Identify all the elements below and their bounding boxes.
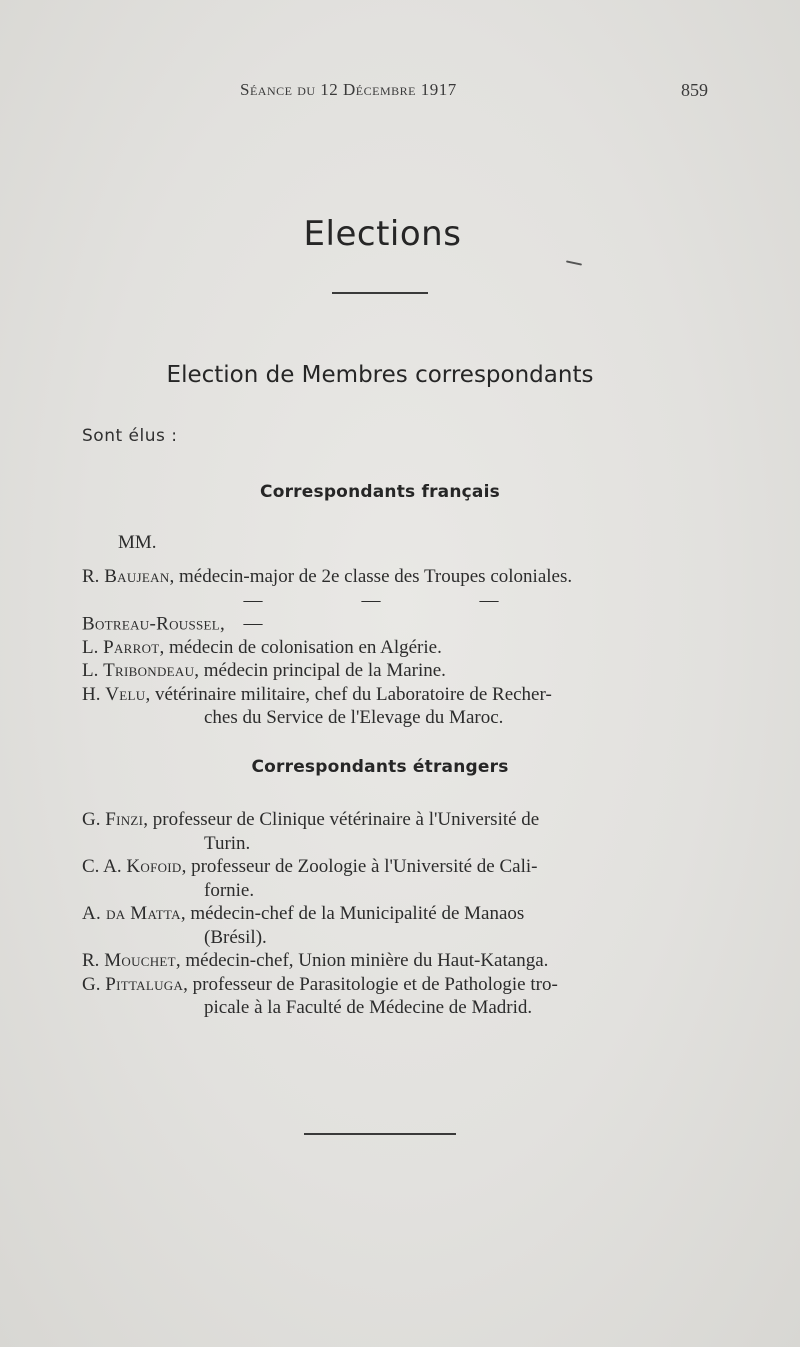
french-correspondents-heading: Correspondants français [260, 482, 500, 502]
member-name: Matta [130, 903, 181, 924]
member-description: , médecin-major de 2e classe des Troupes coloniales. [169, 566, 573, 587]
member-name: Parrot [103, 636, 160, 658]
member-name: Baujean [104, 566, 170, 587]
member-initial: R. [82, 566, 100, 587]
member-initial: L. [82, 660, 99, 681]
closing-divider [304, 1133, 456, 1135]
list-item [82, 902, 702, 949]
ditto-mark: — [243, 589, 263, 611]
ditto-marks [244, 589, 604, 636]
member-name: Pittaluga [105, 973, 184, 995]
member-name: Kofoid [126, 856, 182, 877]
list-item [82, 808, 702, 855]
section-title: Election de Membres correspondants [166, 362, 594, 388]
member-description-continued: picale à la Faculté de Médecine de Madrid. [204, 997, 533, 1018]
member-initial: G. [82, 973, 101, 995]
member-description-continued: ches du Service de l'Elevage du Maroc. [204, 707, 504, 728]
member-description: , médecin-chef, Union minière du Haut-Katanga. [175, 950, 549, 971]
member-initial: A. da [82, 903, 126, 924]
list-item [82, 636, 702, 660]
list-item [82, 589, 702, 636]
member-description: , [220, 613, 225, 634]
member-name: Finzi [105, 809, 144, 830]
member-initial: G. [82, 809, 101, 830]
member-description-continued: (Brésil). [204, 926, 267, 948]
member-description: , médecin-chef de la Municipalité de Manaos [180, 903, 525, 924]
salutation: MM. [118, 532, 157, 553]
list-item [82, 659, 702, 683]
member-name: Velu [105, 683, 146, 705]
list-item [82, 683, 702, 730]
member-name: Mouchet [104, 950, 176, 971]
running-header: Séance du 12 Décembre 1917 [240, 80, 457, 99]
member-description-continued: fornie. [204, 879, 255, 901]
member-description: , médecin principal de la Marine. [194, 660, 446, 681]
member-initial: H. [82, 683, 101, 705]
ditto-mark: — [243, 613, 263, 634]
member-name: Botreau-Roussel [82, 613, 221, 634]
french-correspondents-list [82, 565, 702, 730]
page-number: 859 [681, 80, 708, 100]
list-item [82, 565, 702, 589]
member-initial: C. A. [82, 856, 122, 877]
ditto-mark: — [361, 589, 381, 611]
list-item [82, 973, 702, 1020]
member-initial: R. [82, 950, 100, 971]
foreign-correspondents-list [82, 808, 702, 1020]
member-description-continued: Turin. [204, 832, 251, 854]
ink-speck [566, 260, 582, 265]
member-description: , médecin de colonisation en Algérie. [159, 636, 442, 658]
member-initial: L. [82, 636, 99, 658]
list-item [82, 855, 702, 902]
member-description: , vétérinaire militaire, chef du Laboratoire de Recher- [145, 683, 552, 705]
member-description: , professeur de Parasitologie et de Pathologie tro- [183, 973, 558, 995]
member-name: Tribondeau [103, 660, 195, 681]
member-description: , professeur de Zoologie à l'Université de Cali- [181, 856, 538, 877]
page-title: Elections [303, 214, 462, 254]
ditto-mark: — [479, 589, 499, 611]
intro-text: Sont élus : [82, 426, 178, 446]
list-item [82, 949, 702, 973]
title-divider [332, 292, 428, 294]
foreign-correspondents-heading: Correspondants étrangers [251, 757, 509, 777]
member-description: , professeur de Clinique vétérinaire à l'Université de [143, 809, 540, 830]
